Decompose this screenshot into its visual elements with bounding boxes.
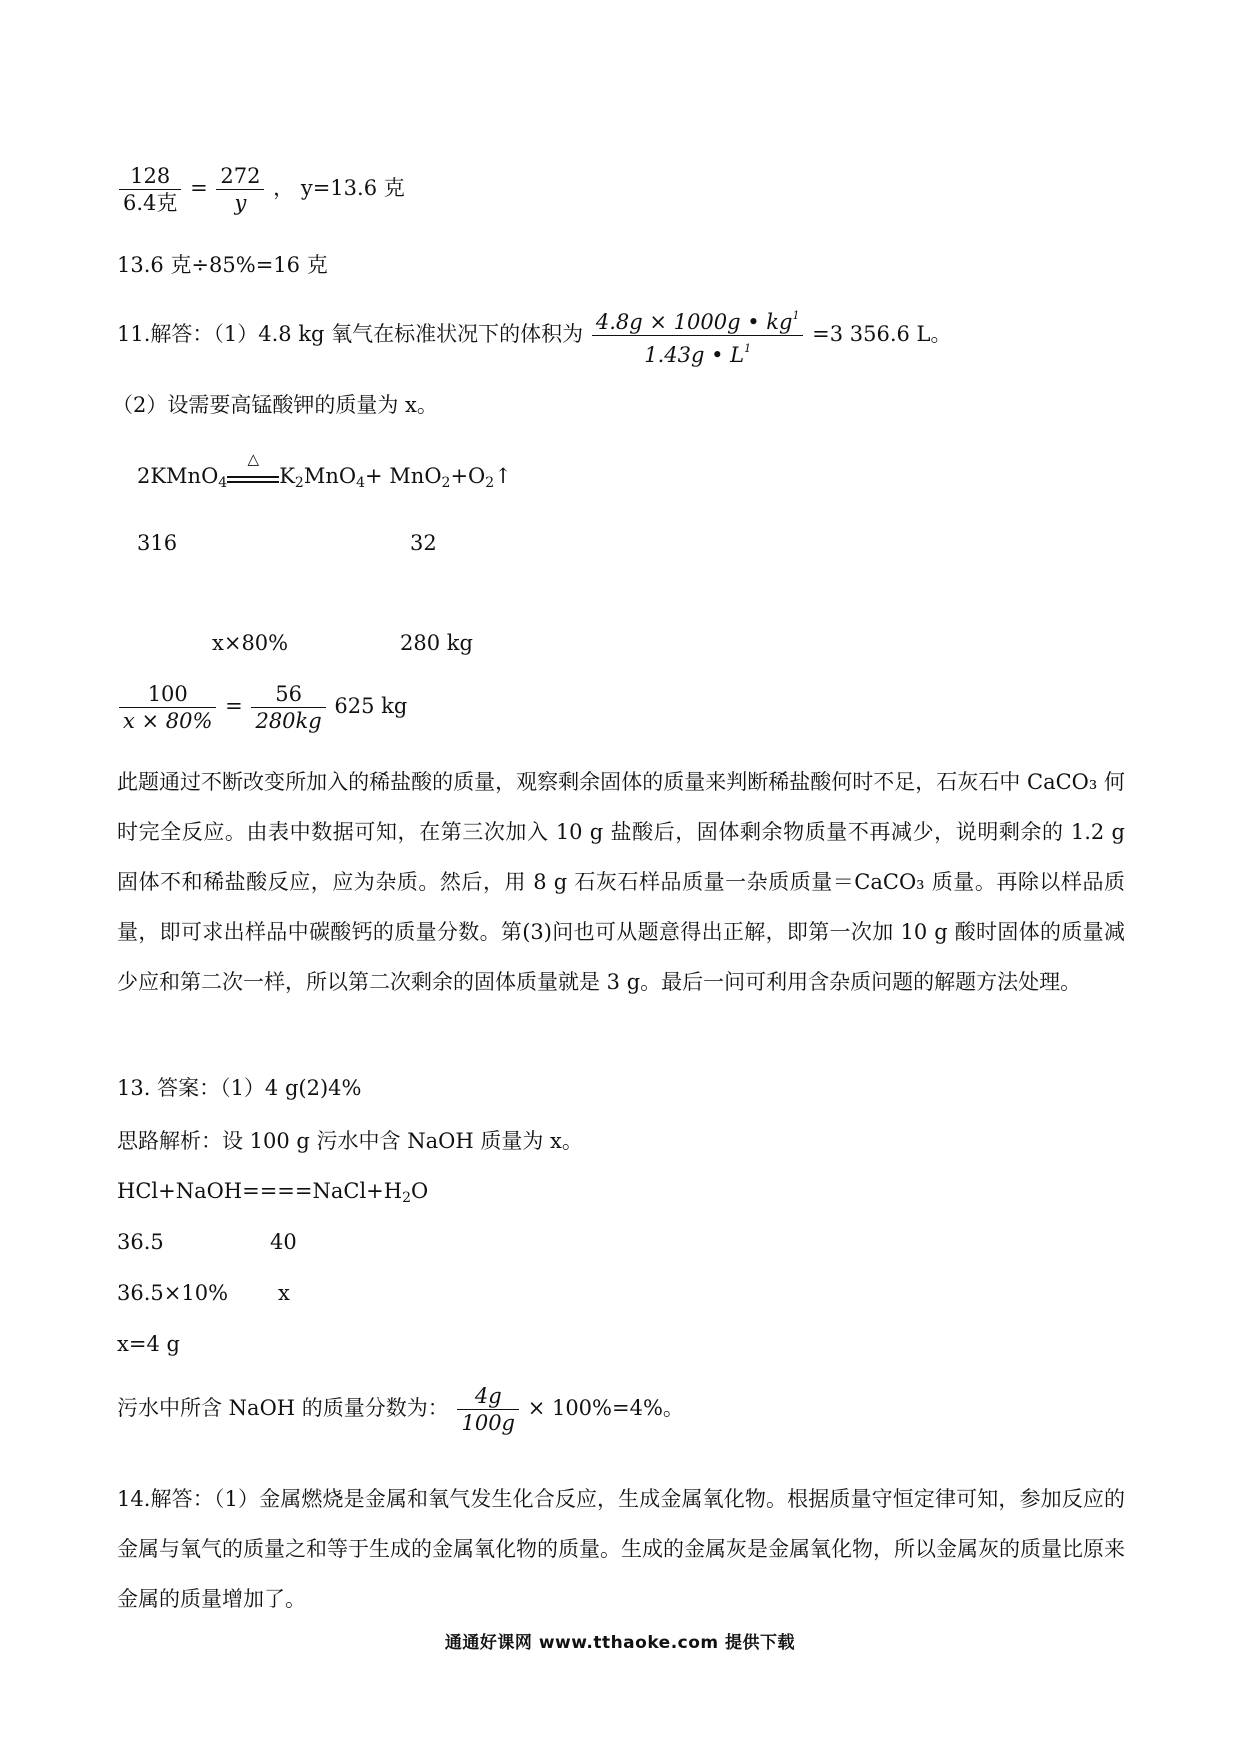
denominator: 6.4克: [123, 191, 178, 215]
quantity: x×80%: [212, 631, 289, 655]
q13-idea: 思路解析：设 100 g 污水中含 NaOH 质量为 x。: [117, 1129, 583, 1153]
denominator: x × 80%: [123, 709, 213, 733]
fraction: [119, 163, 181, 216]
quantity: x: [278, 1281, 290, 1305]
ratio-equation-1: [117, 163, 405, 216]
volume-fraction: [592, 303, 804, 368]
volume-result: =3 356.6 L。: [812, 322, 952, 346]
lead-text: 污水中所含 NaOH 的质量分数为：: [117, 1396, 449, 1420]
quantity: 280 kg: [400, 631, 473, 655]
molar-mass: 316: [137, 531, 178, 555]
numerator: 272: [216, 163, 264, 190]
numerator: 128: [119, 163, 181, 190]
denominator: y: [234, 191, 247, 215]
fraction: [251, 681, 325, 734]
equation-result: 625 kg: [334, 694, 408, 718]
explanation-paragraph: 此题通过不断改变所加入的稀盐酸的质量，观察剩余固体的质量来判断稀盐酸何时不足，石灰石中 CaCO₃ 何时完全反应。由表中数据可知，在第三次加入 10 g 盐酸后，固体剩余物质量不再减少，说明剩余的 1.2 g 固体不和稀盐酸反应，应为杂质。然后，用 8 g 石灰石样品质量一杂质质量＝CaCO₃ 质量。再除以样品质量，即可求出样品中碳酸钙的质量分数。第(3)问也可从题意得出正解，即第一次加 10 g 酸时固体的质量减少应和第二次一样，所以第二次剩余的固体质量就是 3 g。最后一问可利用含杂质问题的解题方法处理。: [117, 770, 1125, 994]
q11-part2: （2）设需要高锰酸钾的质量为 x。: [112, 393, 438, 417]
fraction: [216, 163, 264, 216]
equals-sign: =: [225, 694, 243, 718]
denominator: 100g: [461, 1411, 515, 1435]
numerator: 4.8g × 1000g • $kg^1$: [592, 303, 804, 336]
reaction-arrow: △: [227, 465, 279, 491]
numerator: 4g: [457, 1383, 519, 1410]
q11-lead-text: 11.解答：（1）4.8 kg 氧气在标准状况下的体积为: [117, 322, 584, 346]
answer-paragraph: 14.解答：（1）金属燃烧是金属和氧气发生化合反应，生成金属氧化物。根据质量守恒定律可知，参加反应的金属与氧气的质量之和等于生成的金属氧化物的质量。生成的金属灰是金属氧化物，所以金属灰的质量比原来金属的质量增加了。: [117, 1487, 1125, 1611]
molar-mass: 40: [270, 1230, 297, 1254]
fraction: [119, 681, 216, 734]
fraction: [457, 1383, 519, 1436]
denominator: 280kg: [255, 709, 322, 733]
mass-fraction-line: [117, 1383, 684, 1436]
q11-line: [117, 303, 952, 368]
chemical-equation: $HCl+NaOH====NaCl+H_2O$: [117, 1179, 429, 1206]
equation-result: × 100%=4%。: [527, 1396, 684, 1420]
equals-sign: =: [190, 176, 208, 200]
equation-result: ， y=13.6 克: [273, 176, 405, 200]
numerator: 56: [251, 681, 325, 708]
molar-mass: 32: [410, 531, 437, 555]
quantity: 36.5×10%: [117, 1281, 229, 1305]
result-line: x=4 g: [117, 1332, 180, 1356]
denominator: 1.43g • $L^1$: [644, 342, 752, 367]
ratio-equation-2: [117, 681, 407, 734]
page-footer: 通通好课网 www.tthaoke.com 提供下载: [444, 1633, 796, 1653]
numerator: 100: [119, 681, 216, 708]
q13-answer: 13. 答案：（1）4 g(2)4%: [117, 1076, 362, 1100]
molar-mass: 36.5: [117, 1230, 164, 1254]
text-line: 13.6 克÷85%=16 克: [117, 253, 328, 277]
chemical-equation: 2KMnO$_4$ △ $K_2MnO_4+$ $MnO_2+O_2↑$: [137, 449, 512, 491]
